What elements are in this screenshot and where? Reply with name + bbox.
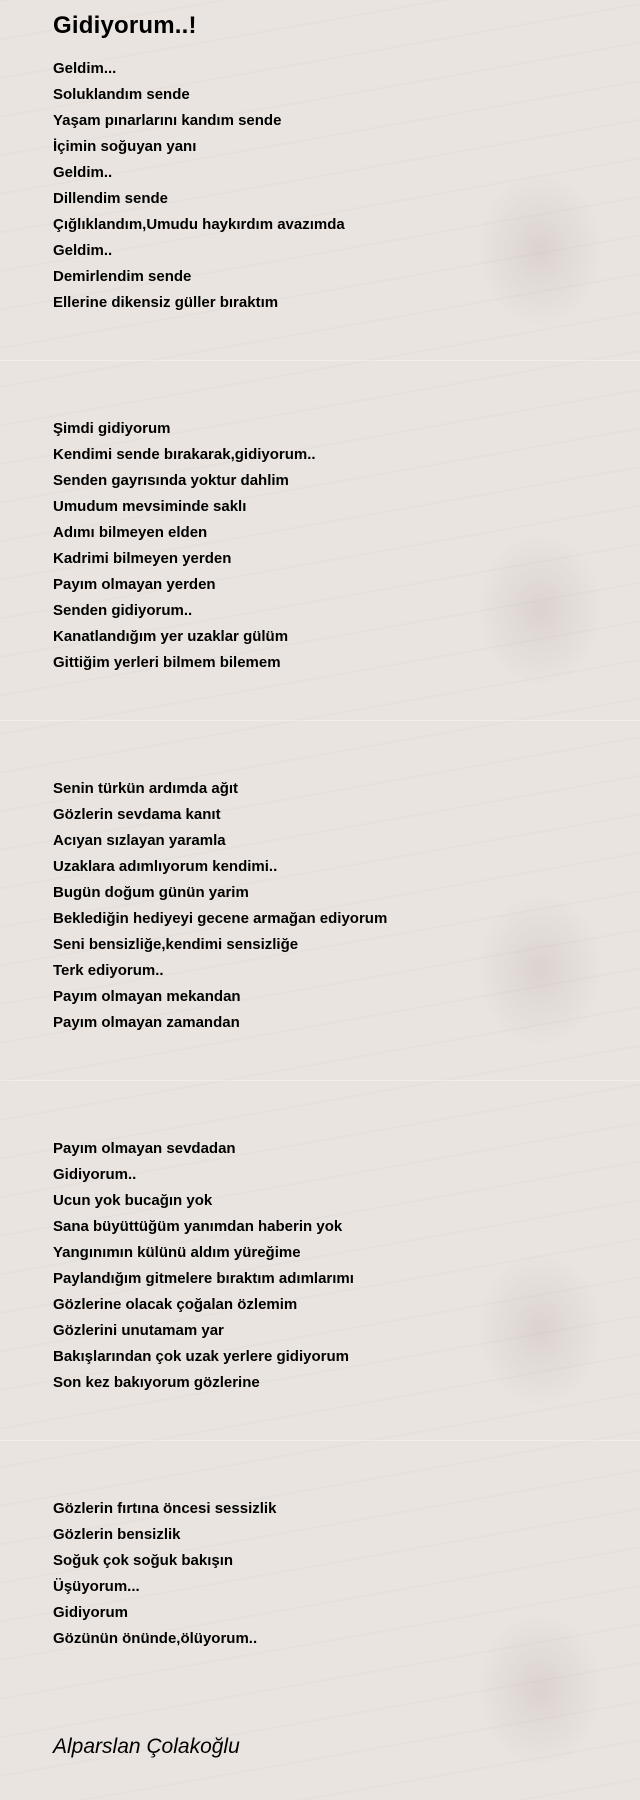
stanza-1 (53, 56, 613, 316)
poem-line: Beklediğin hediyeyi gecene armağan ediyorum (53, 910, 388, 927)
stanza-4 (53, 1136, 613, 1396)
poem-line: Çığlıklandım,Umudu haykırdım avazımda (53, 216, 345, 233)
poem-title: Gidiyorum..! (53, 12, 197, 39)
poem-line: Üşüyorum... (53, 1578, 140, 1595)
poem-line: Geldim.. (53, 242, 113, 259)
poem-line: Gözlerin fırtına öncesi sessizlik (53, 1500, 277, 1517)
poem-line: Acıyan sızlayan yaramla (53, 832, 226, 849)
stanza-gap (53, 1036, 613, 1136)
poem-line: Adımı bilmeyen elden (53, 524, 208, 541)
poem-line: İçimin soğuyan yanı (53, 138, 197, 155)
stanza-2 (53, 416, 613, 676)
poem-line: Senden gidiyorum.. (53, 602, 193, 619)
poem-line: Yaşam pınarlarını kandım sende (53, 112, 282, 129)
poem-line: Kadrimi bilmeyen yerden (53, 550, 232, 567)
poem-line: Geldim.. (53, 164, 113, 181)
poem-line: Kanatlandığım yer uzaklar gülüm (53, 628, 289, 645)
poem-line: Soğuk çok soğuk bakışın (53, 1552, 234, 1569)
poem-line: Soluklandım sende (53, 86, 190, 103)
poem-line: Gözlerine olacak çoğalan özlemim (53, 1296, 298, 1313)
poem-line: Gözünün önünde,ölüyorum.. (53, 1630, 258, 1647)
stanza-gap (53, 1396, 613, 1496)
stanza-gap (53, 676, 613, 776)
poem-line: Bakışlarından çok uzak yerlere gidiyorum (53, 1348, 349, 1365)
poem-line: Son kez bakıyorum gözlerine (53, 1374, 260, 1391)
poem-author: Alparslan Çolakoğlu (53, 1735, 240, 1758)
poem-line: Umudum mevsiminde saklı (53, 498, 247, 515)
poem-line: Geldim... (53, 60, 117, 77)
poem-line: Gözlerin bensizlik (53, 1526, 181, 1543)
poem-line: Ucun yok bucağın yok (53, 1192, 213, 1209)
poem-line: Dillendim sende (53, 190, 169, 207)
poem-line: Payım olmayan zamandan (53, 1014, 240, 1031)
poem-line: Gözlerini unutamam yar (53, 1322, 224, 1339)
poem-line: Gidiyorum.. (53, 1166, 137, 1183)
poem-line: Gözlerin sevdama kanıt (53, 806, 221, 823)
poem-line: Terk ediyorum.. (53, 962, 164, 979)
poem-line: Kendimi sende bırakarak,gidiyorum.. (53, 446, 316, 463)
poem-line: Senin türkün ardımda ağıt (53, 780, 239, 797)
poem-line: Payım olmayan yerden (53, 576, 216, 593)
poem-line: Seni bensizliğe,kendimi sensizliğe (53, 936, 299, 953)
poem-line: Şimdi gidiyorum (53, 420, 171, 437)
poem-line: Gidiyorum (53, 1604, 129, 1621)
poem-line: Bugün doğum günün yarim (53, 884, 249, 901)
poem-line: Demirlendim sende (53, 268, 192, 285)
stanza-3 (53, 776, 613, 1036)
poem-line: Gittiğim yerleri bilmem bilemem (53, 654, 281, 671)
poem-line: Sana büyüttüğüm yanımdan haberin yok (53, 1218, 343, 1235)
stanza-5 (53, 1496, 613, 1652)
poem (53, 8, 613, 1652)
poem-line: Payım olmayan sevdadan (53, 1140, 236, 1157)
poem-line: Yangınımın külünü aldım yüreğime (53, 1244, 301, 1261)
poem-line: Payım olmayan mekandan (53, 988, 241, 1005)
poem-line: Senden gayrısında yoktur dahlim (53, 472, 289, 489)
stanza-gap (53, 316, 613, 416)
poem-line: Paylandığım gitmelere bıraktım adımlarımı (53, 1270, 354, 1287)
poem-line: Ellerine dikensiz güller bıraktım (53, 294, 279, 311)
poem-line: Uzaklara adımlıyorum kendimi.. (53, 858, 278, 875)
